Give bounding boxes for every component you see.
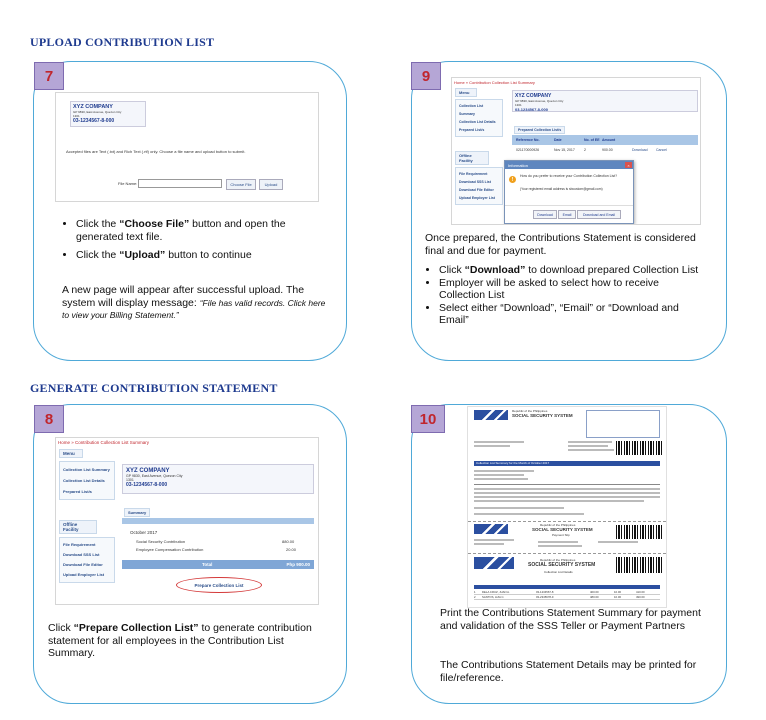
- upload-button[interactable]: Upload: [259, 179, 283, 190]
- step-7-paragraph: A new page will appear after successful upload. The system will display message: “File has valid records. Click here to view your Billing Statement.”: [62, 284, 326, 320]
- barcode-1: [616, 441, 662, 455]
- sss-title-2: SOCIAL SECURITY SYSTEM: [532, 527, 593, 532]
- col-date: Date: [554, 138, 562, 142]
- sss-title-3: SOCIAL SECURITY SYSTEM: [528, 562, 596, 568]
- menu-link-summary[interactable]: Collection List Summary: [459, 104, 484, 116]
- offline-link-file-req[interactable]: File Requirement: [63, 542, 96, 547]
- summary-header-bar: [122, 518, 314, 524]
- details-title: Collection List Details: [544, 570, 573, 574]
- slip-title: Payment Slip: [552, 533, 570, 537]
- offline-link-upload[interactable]: Upload Employer List: [63, 572, 105, 577]
- step-9-screenshot: [451, 77, 701, 225]
- company-address-2: 1301: [73, 114, 80, 118]
- step-9-instructions: [425, 264, 701, 327]
- company-address: GP 9830, East Avenue, Quezon City: [73, 110, 122, 114]
- breadcrumb: Home » Contribution Collection List Summary: [58, 440, 150, 445]
- offline-header: Offline Facility: [59, 520, 97, 534]
- step-10-document: [467, 406, 667, 608]
- step-10-badge: 10: [411, 405, 445, 433]
- info-icon: !: [509, 176, 516, 183]
- cell-ee: 2: [584, 148, 586, 152]
- table-row: 1 DELA CRUZ, JUAN A. 03-1234567-8 400.00 10.00 410.00: [474, 590, 660, 595]
- menu-link-summary[interactable]: Collection List Summary: [63, 467, 110, 472]
- company-address: GP 9830, East Avenue, Quezon City: [515, 99, 564, 103]
- details-header-bar: [474, 585, 660, 589]
- step-9-bullet-3: • Select either “Download”, “Email” or “Download and Email”: [439, 302, 701, 327]
- breadcrumb: Home » Contribution Collection List Summary: [454, 80, 535, 85]
- republic-label-3: Republic of the Philippines: [540, 558, 576, 562]
- company-name: XYZ COMPANY: [73, 104, 113, 110]
- prepare-collection-list-link[interactable]: [176, 577, 262, 593]
- step-9-bullet-2: • Employer will be asked to select how to receive Collection List: [439, 277, 701, 302]
- offline-link-download-list[interactable]: Download SSS List: [63, 552, 100, 557]
- summary-tab[interactable]: Summary: [124, 508, 150, 517]
- summary-title-bar: [474, 461, 660, 466]
- step-8-screenshot: [55, 437, 319, 605]
- menu-header: Menu: [455, 88, 477, 97]
- row-ec-label: Employee Compensation Contribution: [136, 547, 204, 552]
- company-address: GP 9830, East Avenue, Quezon City: [126, 474, 183, 478]
- prepared-table-header: [512, 135, 698, 145]
- table-row: 2 SANTOS, LIZA C. 03-2345678-9 480.00 10.00 490.00: [474, 595, 660, 600]
- menu-link-prepared[interactable]: Prepared List/s: [459, 128, 485, 132]
- cell-amount: 900.00: [602, 148, 613, 152]
- menu-link-details[interactable]: Collection List Details: [459, 120, 496, 124]
- download-link[interactable]: Download: [632, 148, 648, 152]
- row-sss-label: Social Security Contribution: [136, 539, 186, 544]
- dialog-title-bar: [505, 161, 633, 169]
- signature-box: [586, 410, 660, 438]
- dialog-title: Information: [508, 162, 529, 168]
- col-amount: Amount: [602, 138, 616, 142]
- employer-number: 03-1234567-8-000: [126, 482, 168, 488]
- step-7-bullet-1: • Click the “Choose File” button and open the generated text file.: [76, 218, 326, 243]
- employer-number: 03-1234567-8-000: [515, 107, 548, 112]
- dialog-email-button[interactable]: Email: [558, 210, 576, 219]
- upload-note: Accepted files are Text (.txt) and Rich Text (.rtf) only. Choose a file name and upload button to submit.: [66, 149, 246, 154]
- sss-title: SOCIAL SECURITY SYSTEM: [512, 413, 573, 418]
- offline-link-file-req[interactable]: File Requirement: [459, 172, 488, 176]
- sss-logo: [474, 557, 514, 569]
- cell-reference: 021170000926: [516, 148, 540, 152]
- offline-link-upload[interactable]: Upload Employer List: [459, 196, 495, 200]
- row-ec-value: 20.00: [286, 547, 297, 552]
- offline-links: [455, 167, 503, 205]
- summary-title: Collection List Summary for the Month of October 2017: [476, 461, 550, 465]
- file-label: File Name:: [118, 181, 138, 186]
- offline-header: Offline Facility: [455, 151, 489, 165]
- menu-links: [455, 99, 503, 137]
- close-icon[interactable]: ×: [625, 162, 632, 168]
- republic-label-2: Republic of the Philippines: [540, 523, 576, 527]
- company-name: XYZ COMPANY: [126, 468, 170, 474]
- col-reference: Reference No.: [516, 138, 540, 142]
- total-bar: [122, 560, 314, 569]
- details-rows: [474, 590, 660, 600]
- offline-links: [59, 537, 115, 583]
- step-7-instructions: [62, 218, 326, 268]
- row-sss-value: 880.00: [282, 539, 295, 544]
- menu-links: [59, 461, 115, 500]
- step-8-badge: 8: [34, 405, 64, 433]
- company-address-2: 1301: [126, 478, 134, 482]
- step-7-screenshot: [55, 92, 319, 202]
- choose-file-button[interactable]: Choose File: [226, 179, 256, 190]
- table-row: [512, 146, 698, 154]
- offline-link-download-list[interactable]: Download SSS List: [459, 180, 491, 184]
- file-name-input[interactable]: [138, 179, 222, 188]
- republic-label: Republic of the Philippines: [512, 409, 548, 413]
- dialog-question: How do you prefer to receive your Contribution Collection List?: [520, 174, 618, 178]
- total-label: Total: [202, 562, 213, 567]
- menu-header: Menu: [59, 449, 83, 458]
- menu-link-details[interactable]: Collection List Details: [63, 478, 105, 483]
- sss-logo: [474, 410, 508, 420]
- employer-number: 03-1234567-8-000: [73, 118, 115, 124]
- col-ee: No. of EE: [584, 138, 600, 142]
- step-7-badge: 7: [34, 62, 64, 90]
- dialog-download-email-button[interactable]: Download and Email: [577, 210, 621, 219]
- step-8-paragraph: Click “Prepare Collection List” to generate contribution statement for all employees in the Contribution List Summary.: [48, 622, 312, 659]
- step-9-paragraph: Once prepared, the Contributions Statement is considered final and due for payment.: [425, 232, 696, 257]
- dialog-email-note: (Your registered email address is sbcustom@gmail.com): [520, 187, 603, 191]
- step-10-paragraph-1: Print the Contributions Statement Summary for payment and validation of the SSS Teller or Payment Partners: [440, 607, 701, 632]
- barcode-3: [616, 557, 662, 573]
- prepared-tab[interactable]: Prepared Collection List/s: [514, 126, 565, 134]
- step-9-bullet-1: • Click “Download” to download prepared Collection List: [439, 264, 701, 277]
- prepare-link-label: Prepare Collection List: [194, 582, 244, 588]
- dialog-download-button[interactable]: Download: [533, 210, 557, 219]
- sss-logo: [474, 524, 508, 534]
- upload-section-title: UPLOAD CONTRIBUTION LIST: [30, 35, 215, 49]
- period: October 2017: [130, 530, 158, 535]
- total-value: Php 900.00: [286, 562, 310, 567]
- information-dialog: [504, 160, 634, 224]
- company-address-2: 1301: [515, 103, 522, 107]
- menu-link-prepared[interactable]: Prepared List/s: [63, 489, 92, 494]
- offline-link-editor[interactable]: Download File Editor: [63, 562, 103, 567]
- step-7-bullet-2: • Click the “Upload” button to continue: [76, 249, 326, 262]
- step-9-badge: 9: [411, 62, 441, 90]
- step-10-paragraph-2: The Contributions Statement Details may be printed for file/reference.: [440, 659, 697, 684]
- cell-date: Nov 15, 2017: [554, 148, 575, 152]
- offline-link-editor[interactable]: Download File Editor: [459, 188, 494, 192]
- barcode-2: [616, 525, 662, 539]
- generate-section-title: GENERATE CONTRIBUTION STATEMENT: [30, 381, 278, 395]
- cancel-link[interactable]: Cancel: [656, 148, 667, 152]
- company-name: XYZ COMPANY: [515, 93, 552, 99]
